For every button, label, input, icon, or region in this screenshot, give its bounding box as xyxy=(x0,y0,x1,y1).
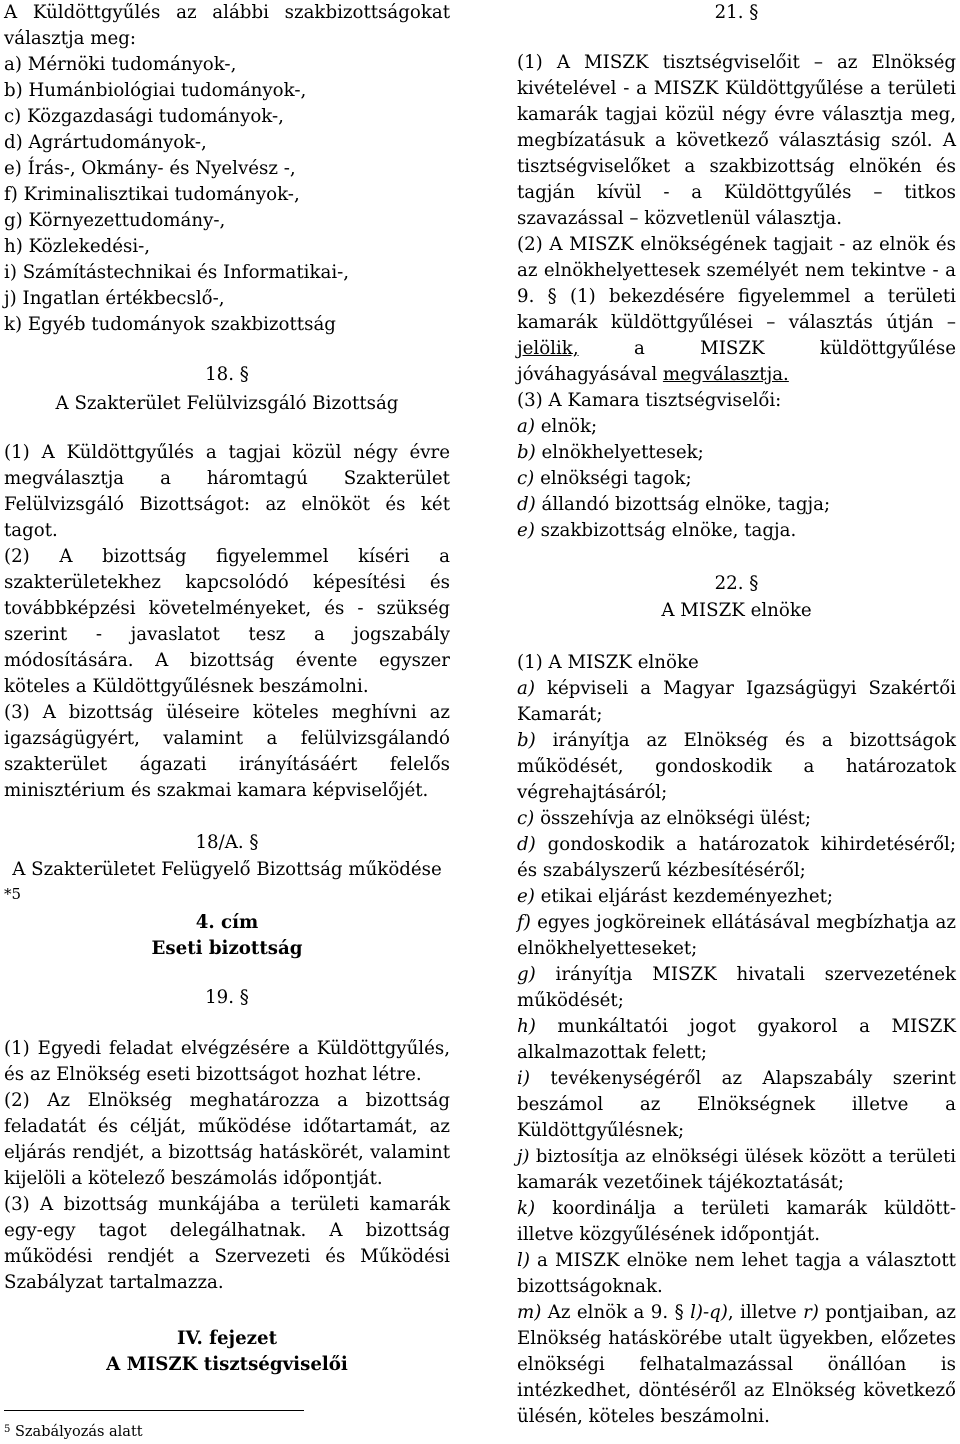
item-text: alkalmazottak felett; xyxy=(517,1042,708,1063)
section-number: 21. § xyxy=(714,2,759,23)
list-line xyxy=(517,1196,956,1222)
item-text: Az elnök a 9. § xyxy=(541,1302,691,1323)
item-text: , illetve xyxy=(727,1302,804,1323)
item-text: és szabályszerű kézbesítéséről; xyxy=(517,860,806,881)
list-line xyxy=(517,1222,956,1248)
chapter-number: 4. cím xyxy=(195,912,259,933)
paragraph-line: kamarák küldöttgyűlései – választás útján – xyxy=(517,312,956,333)
paragraph-line: egy-egy tagot delegálhatnak. A bizottság xyxy=(4,1220,450,1241)
committee-item: d) Agrártudományok-, xyxy=(4,132,207,153)
paragraph-line: megválasztja a háromtagú Szakterület xyxy=(4,468,450,489)
paragraph-line: (1) Egyedi feladat elvégzésére a Küldöttgyűlés, xyxy=(4,1038,450,1059)
paragraph-line xyxy=(517,336,956,362)
section-title: A Szakterületet Felügyelő Bizottság működése xyxy=(12,859,442,880)
item-marker: b) xyxy=(517,442,536,463)
item-text: elnökhelyettesek; xyxy=(535,442,704,463)
list-line xyxy=(517,1014,956,1040)
committee-item: g) Környezettudomány-, xyxy=(4,210,226,231)
paragraph-line: köteles a Küldöttgyűlésnek beszámolni. xyxy=(4,676,369,697)
chapter-title: A MISZK tisztségviselői xyxy=(106,1354,348,1375)
list-line xyxy=(517,858,956,884)
paragraph-line: szakterület ágazati irányításáért felelős xyxy=(4,754,450,775)
item-marker: j) xyxy=(517,1146,530,1167)
item-marker: k) xyxy=(517,1198,536,1219)
paragraph-line: Felülvizsgáló Bizottságot: az elnököt és két xyxy=(4,494,450,515)
paragraph-line: Szabályzat tartalmazza. xyxy=(4,1272,224,1293)
committee-item: c) Közgazdasági tudományok-, xyxy=(4,106,284,127)
list-line xyxy=(517,780,956,806)
paragraph-line: (3) A bizottság munkájába a területi kamarák xyxy=(4,1194,450,1215)
paragraph-line: (2) Az Elnökség meghatározza a bizottság xyxy=(4,1090,450,1111)
item-marker: i) xyxy=(517,1068,530,1089)
item-marker: d) xyxy=(517,494,536,515)
committee-item: b) Humánbiológiai tudományok-, xyxy=(4,80,307,101)
list-item xyxy=(517,518,956,544)
item-text: etikai eljárást kezdeményezhet; xyxy=(534,886,834,907)
item-text: elnök; xyxy=(534,416,598,437)
item-text: beszámol az Elnökségnek illetve a xyxy=(517,1094,956,1115)
list-line xyxy=(517,1040,956,1066)
section-number: 19. § xyxy=(205,987,249,1008)
list-line xyxy=(517,676,956,702)
item-marker: d) xyxy=(517,834,536,855)
item-text: ülésén, köteles beszámolni. xyxy=(517,1406,770,1427)
committee-item: k) Egyéb tudományok szakbizottság xyxy=(4,314,336,335)
item-text: egyes jogköreinek ellátásával megbízhatja az xyxy=(530,912,956,933)
paragraph-line: szavazással – közvetlenül választja. xyxy=(517,208,843,229)
item-text: kamarák vezetőinek tájékoztatását; xyxy=(517,1172,845,1193)
paragraph-line: továbbképzési követelményeket, és - szükség xyxy=(4,598,450,619)
paragraph-line: szerint - javaslatot tesz a jogszabály xyxy=(4,624,450,645)
underlined-text: megválasztja. xyxy=(662,364,789,385)
item-marker: h) xyxy=(517,1016,536,1037)
list-line xyxy=(517,1092,956,1118)
item-text: biztosítja az elnökségi ülések között a területi xyxy=(529,1146,956,1167)
item-text: Kamarát; xyxy=(517,704,603,725)
item-text: Küldöttgyűlésnek; xyxy=(517,1120,685,1141)
paragraph-line xyxy=(517,362,956,388)
list-line xyxy=(517,1404,956,1430)
list-item xyxy=(517,414,956,440)
text: jóváhagyásával xyxy=(517,364,663,385)
paragraph-line: (1) A Küldöttgyűlés a tagjai közül négy évre xyxy=(4,442,450,463)
item-marker: e) xyxy=(517,886,535,907)
list-line xyxy=(517,806,956,832)
section-title: A MISZK elnöke xyxy=(661,600,812,621)
paragraph-line: (3) A Kamara tisztségviselői: xyxy=(517,390,782,411)
list-line xyxy=(517,832,956,858)
item-text: elnökhelyetteseket; xyxy=(517,938,698,959)
footnote-rule xyxy=(4,1410,304,1411)
paragraph-line: működési rendjét a Szervezeti és Működési xyxy=(4,1246,450,1267)
paragraph-line: kivételével - a MISZK Küldöttgyűlése a területi xyxy=(517,78,956,99)
section-title: A Szakterület Felülvizsgáló Bizottság xyxy=(55,393,399,414)
list-line xyxy=(517,1118,956,1144)
committee-item: i) Számítástechnikai és Informatikai-, xyxy=(4,262,350,283)
item-marker: c) xyxy=(517,808,535,829)
list-line xyxy=(517,1170,956,1196)
item-text: irányítja az Elnökség és a bizottságok xyxy=(535,730,956,751)
committee-item: h) Közlekedési-, xyxy=(4,236,151,257)
item-text: elnökségi tagok; xyxy=(534,468,692,489)
item-text: gondoskodik a határozatok kihirdetéséről; xyxy=(535,834,956,855)
section-number: 22. § xyxy=(714,573,759,594)
item-text: munkáltatói jogot gyakorol a MISZK xyxy=(535,1016,956,1037)
italic-ref: r) xyxy=(803,1302,819,1323)
list-line xyxy=(517,962,956,988)
item-text: tevékenységéről az Alapszabály szerint xyxy=(529,1068,956,1089)
item-marker: l) xyxy=(517,1250,530,1271)
chapter-number: IV. fejezet xyxy=(177,1328,277,1349)
committee-item: e) Írás-, Okmány- és Nyelvész -, xyxy=(4,158,296,179)
item-text: illetve közgyűlésének időpontját. xyxy=(517,1224,821,1245)
list-line xyxy=(517,1352,956,1378)
underlined-text: jelölik, xyxy=(517,338,579,359)
paragraph-line: (3) A bizottság üléseire köteles meghívni az xyxy=(4,702,450,723)
intro-line: A Küldöttgyűlés az alábbi szakbizottságokat xyxy=(4,2,450,23)
italic-ref: l)-q) xyxy=(690,1302,728,1323)
item-marker: b) xyxy=(517,730,536,751)
paragraph-line: eljárás rendjét, a bizottság hatáskörét, valamint xyxy=(4,1142,450,1163)
item-text: irányítja MISZK hivatali szervezetének xyxy=(535,964,956,985)
list-item xyxy=(517,466,956,492)
editorial-note xyxy=(4,881,450,907)
paragraph-line: igazságügyért, valamint a felülvizsgálandó xyxy=(4,728,450,749)
paragraph-line: módosítására. A bizottság évente egyszer xyxy=(4,650,450,671)
item-text: koordinálja a területi kamarák küldött- xyxy=(535,1198,956,1219)
item-text: bizottságoknak. xyxy=(517,1276,663,1297)
paragraph-line: tagot. xyxy=(4,520,58,541)
item-text: szakbizottság elnöke, tagja. xyxy=(534,520,797,541)
list-line xyxy=(517,702,956,728)
list-line xyxy=(517,754,956,780)
item-marker: a) xyxy=(517,678,535,699)
paragraph-line: tisztségviselőket a szakbizottság elnökén és xyxy=(517,156,956,177)
paragraph-line: kamarák tagjai közül négy évre választja meg, xyxy=(517,104,956,125)
list-line xyxy=(517,884,956,910)
committee-item: a) Mérnöki tudományok-, xyxy=(4,54,237,75)
item-text: intézkedhet, döntéséről az Elnökség következő xyxy=(517,1380,956,1401)
paragraph-line: (2) A MISZK elnökségének tagjait - az elnök és xyxy=(517,234,956,255)
item-text: összehívja az elnökségi ülést; xyxy=(534,808,811,829)
footnote xyxy=(4,1420,143,1442)
list-line xyxy=(517,910,956,936)
list-item xyxy=(517,492,956,518)
item-text: képviseli a Magyar Igazságügyi Szakértői xyxy=(534,678,956,699)
paragraph-line: feladatát és célját, működése időtartamát, az xyxy=(4,1116,450,1137)
footnote-text: Szabályozás alatt xyxy=(14,1424,143,1440)
paragraph-line: kijelöli a kötelező beszámolás időpontját. xyxy=(4,1168,383,1189)
list-item xyxy=(517,440,956,466)
list-line xyxy=(517,1300,956,1326)
paragraph-line: (2) A bizottság figyelemmel kíséri a xyxy=(4,546,450,567)
chapter-title: Eseti bizottság xyxy=(151,938,303,959)
list-line xyxy=(517,1144,956,1170)
item-marker: f) xyxy=(517,912,531,933)
section-number: 18/A. § xyxy=(195,832,259,853)
item-text: működését; xyxy=(517,990,624,1011)
list-line xyxy=(517,1066,956,1092)
section-number: 18. § xyxy=(205,364,249,385)
paragraph-line: 9. § (1) bekezdésére figyelemmel a területi xyxy=(517,286,956,307)
text: a MISZK küldöttgyűlése xyxy=(633,338,956,359)
item-marker: e) xyxy=(517,520,535,541)
committee-item: f) Kriminalisztikai tudományok-, xyxy=(4,184,300,205)
list-line xyxy=(517,1326,956,1352)
item-text: állandó bizottság elnöke, tagja; xyxy=(535,494,831,515)
item-text: Elnökség hatáskörébe utalt ügyekben, előzetes xyxy=(517,1328,956,1349)
item-text: végrehajtásáról; xyxy=(517,782,668,803)
item-marker: a) xyxy=(517,416,535,437)
paragraph-line: és az Elnökség eseti bizottságot hozhat létre. xyxy=(4,1064,422,1085)
item-text: pontjaiban, az xyxy=(818,1302,957,1323)
list-line xyxy=(517,988,956,1014)
note-mark: *5 xyxy=(4,885,22,903)
list-line xyxy=(517,1378,956,1404)
footnote-mark: 5 xyxy=(4,1424,11,1435)
paragraph-line: az elnökhelyettesek személyét nem tekintve - a xyxy=(517,260,956,281)
committee-item: j) Ingatlan értékbecslő-, xyxy=(4,288,225,309)
paragraph-line: megbízatásuk a következő választásig szól. A xyxy=(517,130,956,151)
paragraph-line: (1) A MISZK elnöke xyxy=(517,652,699,673)
list-line xyxy=(517,1274,956,1300)
item-marker: g) xyxy=(517,964,536,985)
item-text: elnökségi felhatalmazással önállóan is xyxy=(517,1354,956,1375)
paragraph-line: szakterületekhez kapcsolódó képesítési és xyxy=(4,572,450,593)
intro-line: választja meg: xyxy=(4,28,137,49)
list-line xyxy=(517,1248,956,1274)
item-marker: c) xyxy=(517,468,535,489)
paragraph-line: tagján kívül - a Küldöttgyűlés – titkos xyxy=(517,182,956,203)
item-marker: m) xyxy=(517,1302,542,1323)
list-line xyxy=(517,936,956,962)
list-line xyxy=(517,728,956,754)
item-text: a MISZK elnöke nem lehet tagja a választott xyxy=(529,1250,956,1271)
item-text: működését, gondoskodik a határozatok xyxy=(517,756,956,777)
paragraph-line: minisztérium és szakmai kamara képviselőjét. xyxy=(4,780,429,801)
paragraph-line: (1) A MISZK tisztségviselőit – az Elnökség xyxy=(517,52,956,73)
